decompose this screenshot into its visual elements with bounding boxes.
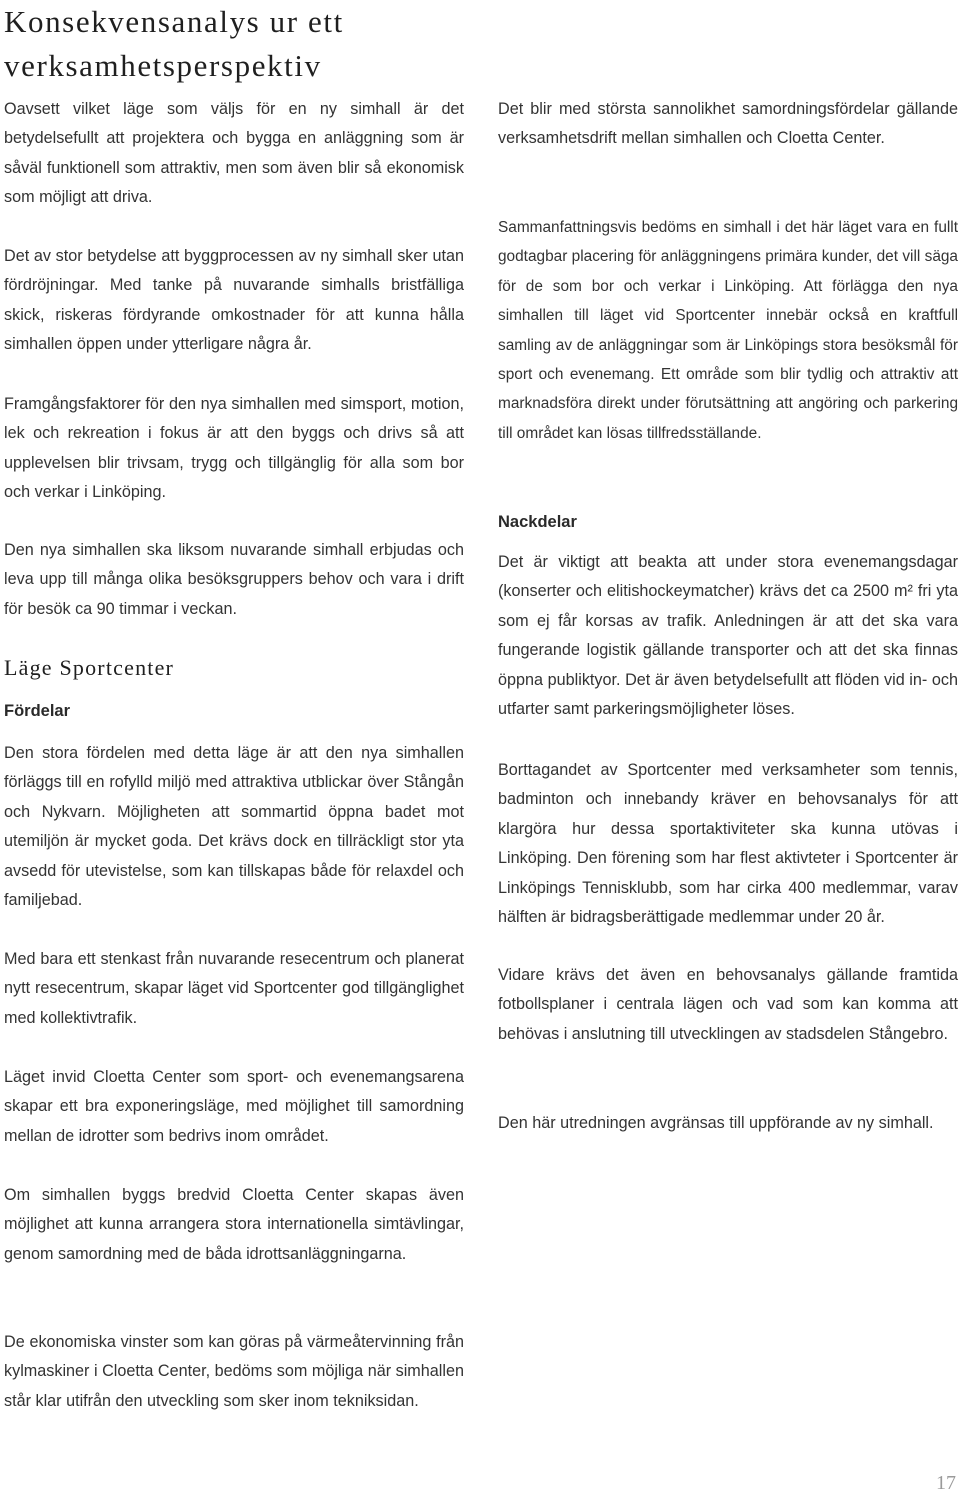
paragraph-advantage-competitions: Om simhallen byggs bredvid Cloetta Center skapas även möjlighet att kunna arrangera stora internationella simtävlingar, genom samordning med de båda idrottsanläggningarna.: [4, 1186, 464, 1263]
paragraph-summary: Sammanfattningsvis bedöms en simhall i det här läget vara en fullt godtagbar placering för anläggningens primära kunder, det vill säga för de som bor och verkar i Linköping. Att förlägga den nya simhallen till läget vid Sportcenter innebär också en kraftfull samling av de anläggningar som är Linköpings stora besöksmål för sport och evenemang. Ett område som blir tydlig och attraktiv att marknadsföra direkt under förutsättning att angöring och parkering till området kan lösas tillfredsställande.: [498, 219, 958, 442]
paragraph-disadvantage-football: Vidare krävs det även en behovsanalys gällande framtida fotbollsplaner i centrala lägen och vad som kan komma att behövas i anslutning till utvecklingen av stadsdelen Stångebro.: [498, 966, 958, 1043]
page-title-line-2: verksamhetsperspektiv: [4, 48, 322, 83]
subheading-disadvantages: Nackdelar: [498, 513, 577, 531]
paragraph-building-process: Det av stor betydelse att byggprocessen av ny simhall sker utan fördröjningar. Med tanke på nuvarande simhalls bristfälliga skick, riskeras fördyrande omkostnader för att kunna hålla simhallen öppen under ytterligare några år.: [4, 247, 464, 354]
paragraph-advantage-exposure: Läget invid Cloetta Center som sport- och evenemangsarena skapar ett bra exponeringsläge, med möjlighet till samordning mellan de idrotter som bedrivs inom området.: [4, 1068, 464, 1145]
paragraph-intro: Oavsett vilket läge som väljs för en ny simhall är det betydelsefullt att projektera och bygga en anläggning som är såväl funktionell som attraktiv, men som även blir så ekonomisk som möjligt att driva.: [4, 100, 464, 207]
paragraph-advantage-environment: Den stora fördelen med detta läge är att den nya simhallen förläggs till en rofylld miljö med attraktiva utblickar över Stångån och Nykvarn. Möjligheten att sommartid öppna badet mot utemiljön är mycket goda. Det krävs dock en tillräckligt stor yta avsedd för utevistelse, som kan tillskapas både för relaxdel och familjebad.: [4, 744, 464, 910]
page-title: [4, 0, 474, 88]
paragraph-success-factors: Framgångsfaktorer för den nya simhallen med simsport, motion, lek och rekreation i fokus är att den byggs och drivs så att upplevelsen blir trivsam, trygg och tillgänglig för alla som bor och verkar i Linköping.: [4, 395, 464, 502]
section-heading-sportcenter: Läge Sportcenter: [4, 655, 175, 680]
paragraph-disadvantage-sports: Borttagandet av Sportcenter med verksamheter som tennis, badminton och innebandy kräver en behovsanalys för att klargöra hur dessa sportaktiviteter ska kunna utövas i Linköping. Den förening som har flest aktivteter i Sportcenter är Linköpings Tennisklubb, som har cirka 400 medlemmar, varav hälften är bidragsberättigade medlemmar under 20 år.: [498, 761, 958, 927]
paragraph-opening-hours: Den nya simhallen ska liksom nuvarande simhall erbjudas och leva upp till många olika besöksgruppers behov och vara i drift för besök ca 90 timmar i veckan.: [4, 541, 464, 618]
paragraph-scope: Den här utredningen avgränsas till uppförande av ny simhall.: [498, 1114, 934, 1132]
paragraph-coordination: Det blir med största sannolikhet samordningsfördelar gällande verksamhetsdrift mellan simhallen och Cloetta Center.: [498, 100, 958, 148]
subheading-advantages: Fördelar: [4, 702, 71, 720]
page-number: 17: [936, 1472, 956, 1494]
paragraph-disadvantage-events: Det är viktigt att beakta att under stora evenemangsdagar (konserter och elitishockeymatcher) krävs det ca 2500 m² fri yta som ej får korsas av trafik. Anledningen är att det ska vara fungerande logistik gällande transporter och att det ska finnas öppna publiktyor. Det är även betydelsefullt att flöden vid in- och utfarter samt parkeringsmöjligheter löses.: [498, 553, 958, 719]
page-title-line-1: Konsekvensanalys ur ett: [4, 4, 344, 39]
paragraph-advantage-heat-recovery: De ekonomiska vinster som kan göras på värmeåtervinning från kylmaskiner i Cloetta Center, bedöms som möjliga när simhallen står klar utifrån den utveckling som sker inom tekniksidan.: [4, 1333, 464, 1410]
paragraph-advantage-transit: Med bara ett stenkast från nuvarande resecentrum och planerat nytt resecentrum, skapar läget vid Sportcenter god tillgänglighet med kollektivtrafik.: [4, 950, 464, 1027]
